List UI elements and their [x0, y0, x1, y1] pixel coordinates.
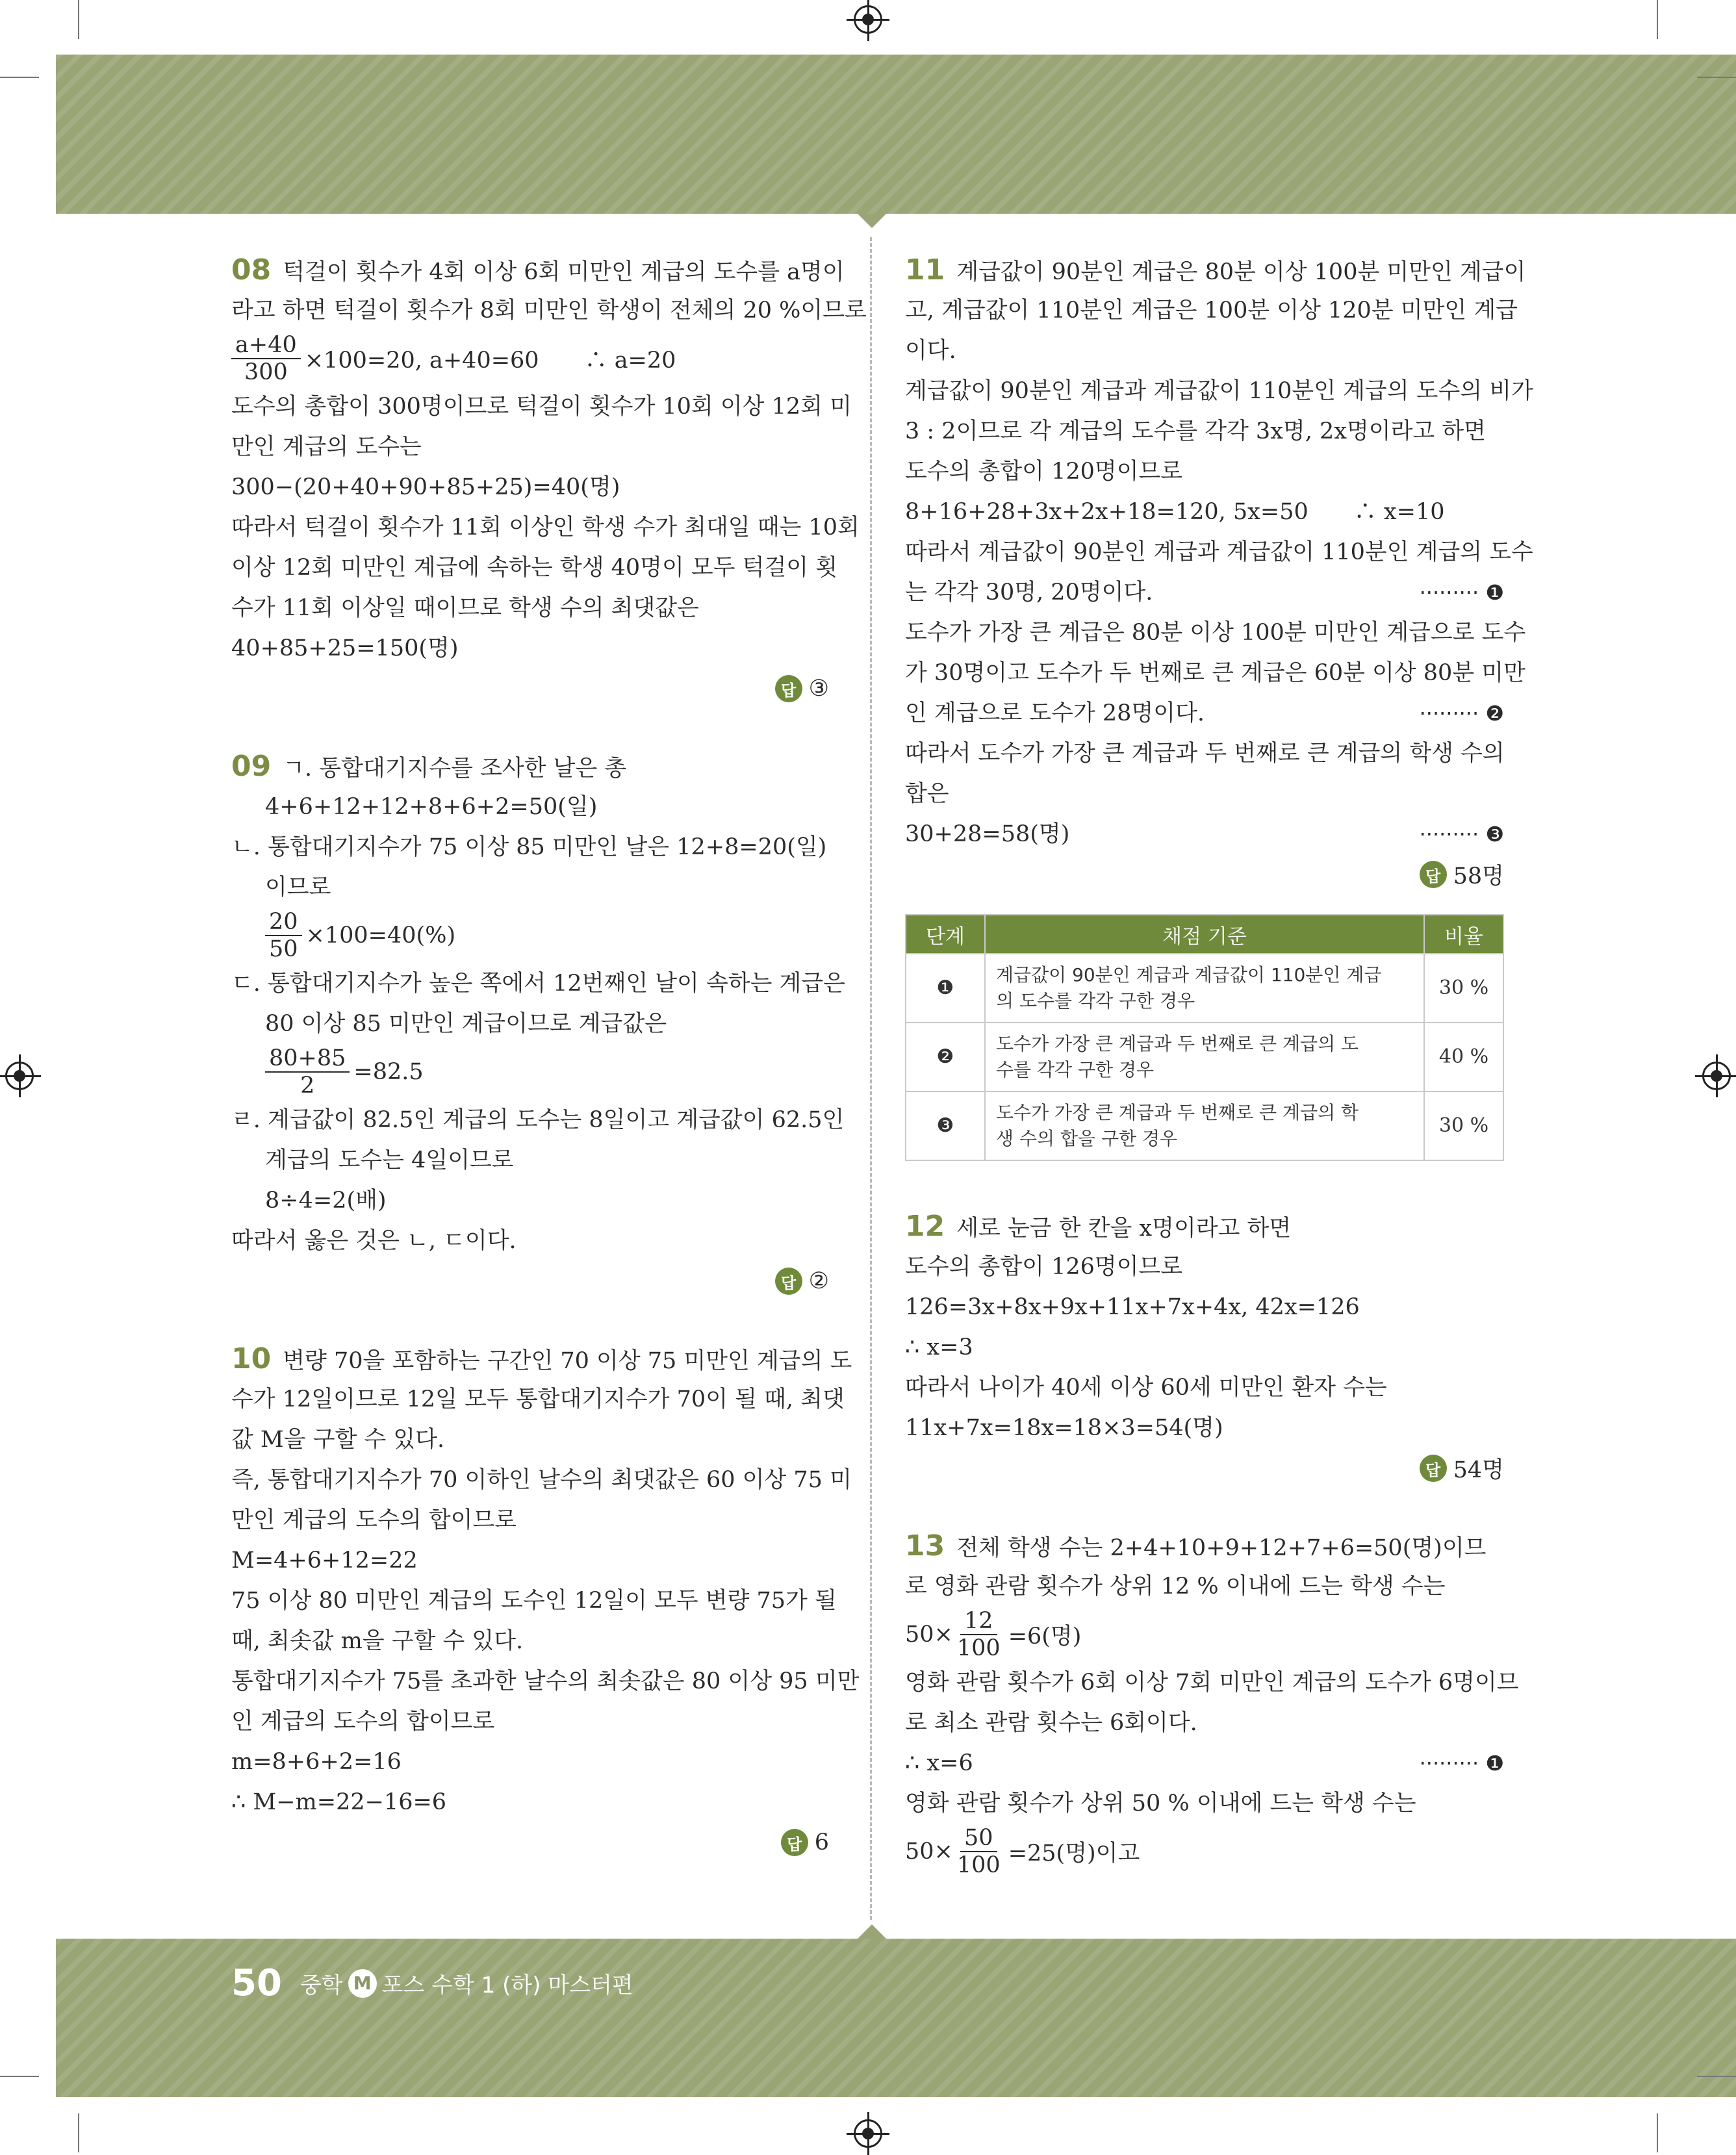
- answer: 답 58명: [905, 854, 1504, 895]
- problem-number: 11: [905, 253, 945, 287]
- header-step: 단계: [906, 915, 985, 954]
- answer: 답 6: [231, 1822, 829, 1863]
- registration-mark-icon: [1702, 1062, 1731, 1090]
- crop-mark: [1657, 2113, 1658, 2152]
- table-row: ❷ 도수가 가장 큰 계급과 두 번째로 큰 계급의 도 수를 각각 구한 경우 40 %: [906, 1023, 1503, 1091]
- problem-12: 12 세로 눈금 한 칸을 x명이라고 하면 도수의 총합이 126명이므로 126=3x+8x+9x+11x+7x+4x, 42x=126 ∴ x=3 따라서 나이가 40세 이상 60세 미만인 환자 수는 11x+7x=18x=18×3=54(명) 답 54명: [905, 1206, 1504, 1488]
- problem-number: 09: [231, 750, 272, 783]
- registration-mark-icon: [854, 2119, 882, 2148]
- table-row: ❸ 도수가 가장 큰 계급과 두 번째로 큰 계급의 학 생 수의 합을 구한 경우 30 %: [906, 1091, 1503, 1160]
- answer-badge: 답: [775, 1268, 802, 1295]
- crop-mark: [1697, 77, 1736, 78]
- problem-number: 13: [905, 1529, 945, 1562]
- right-column: [905, 250, 1533, 1880]
- answer: 답 ②: [231, 1261, 829, 1301]
- crop-mark: [1657, 0, 1658, 39]
- fraction-line: 50× $\frac{50}{100}$ =25(명)이고: [905, 1825, 1140, 1878]
- problem-13: 13 전체 학생 수는 2+4+10+9+12+7+6=50(명)이므 로 영화 관람 횟수가 상위 12 % 이내에 드는 학생 수는 50× $\frac{12}{100}$ =6(명) 영화 관람 횟수가 6회 이상 7회 미만인 계급의 도수가 6명이므 로 최소 관람 횟수는 6회이다. ∴ x=6 ········· ❶ 영화 관람 횟수가 상위 50 % 이내에 드는 학생 수는 50× $\frac{50}{100}$ =25(명)이고: [905, 1529, 1519, 1878]
- column-divider: [870, 237, 872, 1920]
- answer-badge: 답: [781, 1829, 808, 1856]
- problem-09: 09 ㄱ. 통합대기지수를 조사한 날은 총 4+6+12+12+8+6+2=50(일) ㄴ. 통합대기지수가 75 이상 85 미만인 날은 12+8=20(일) 이므로 $\frac{20}{50}$ ×100=40(%) ㄷ. 통합대기지수가 높은 쪽에서 12번째인 날이 속하는 계급은 80 이상 85 미만인 계급이므로 계급값은 $\frac{80+85}{2}$ =82.5 ㄹ. 계급값이 82.5인 계급의 도수는 8일이고 계급값이 62.5인 계급의 도수는 4일이므로 8÷4=2(배) 따라서 옳은 것은 ㄴ, ㄷ이다. 답 ②: [231, 746, 829, 1301]
- step-marker: ········· ❸: [1419, 822, 1504, 847]
- problem-number: 12: [905, 1210, 945, 1243]
- table-row: ❶ 계급값이 90분인 계급과 계급값이 110분인 계급 의 도수를 각각 구한 경우 30 %: [906, 954, 1503, 1023]
- problem-number: 08: [231, 253, 272, 287]
- crop-mark: [1697, 2076, 1736, 2077]
- step-marker: ········· ❶: [1419, 580, 1504, 605]
- book-title-prefix: 중학: [300, 1972, 343, 1998]
- step-marker: ········· ❷: [1419, 701, 1504, 726]
- book-title: 포스 수학 1 (하) 마스터편: [381, 1972, 633, 1998]
- fraction-line: 50× $\frac{12}{100}$ =6(명): [905, 1608, 1082, 1661]
- step-marker: ········· ❶: [1419, 1751, 1504, 1776]
- header-band: [56, 55, 1736, 214]
- crop-mark: [0, 2076, 39, 2077]
- answer-badge: 답: [775, 675, 802, 702]
- crop-mark: [78, 0, 79, 39]
- page-footer: [231, 1962, 633, 2004]
- fraction-line: $\frac{a+40}{300}$ ×100=20, a+40=60 ∴ a=20: [231, 331, 829, 387]
- grading-table-header: [906, 915, 1503, 954]
- fraction-line: $\frac{80+85}{2}$ =82.5: [231, 1044, 829, 1100]
- answer: 답 54명: [905, 1448, 1504, 1488]
- header-criteria: 채점 기준: [985, 915, 1424, 954]
- crop-mark: [0, 77, 39, 78]
- fraction-line: $\frac{20}{50}$ ×100=40(%): [231, 908, 829, 963]
- problem-number: 10: [231, 1342, 272, 1375]
- page-number: 50: [231, 1962, 282, 2004]
- answer: 답 ③: [231, 669, 829, 709]
- footer-notch: [858, 1924, 886, 1939]
- problem-11: 11 계급값이 90분인 계급은 80분 이상 100분 미만인 계급이 고, 계급값이 110분인 계급은 100분 이상 120분 미만인 계급 이다. 계급값이 90분인 계급과 계급값이 110분인 계급의 도수의 비가 3 : 2이므로 각 계급의 도수를 각각 3x명, 2x명이라고 하면 도수의 총합이 120명이므로 8+16+28+3x+2x+18=120, 5x=50 ∴ x=10 따라서 계급값이 90분인 계급과 계급값이 110분인 계급의 도수 는 각각 30명, 20명이다. ········· ❶ 도수가 가장 큰 계급은 80분 이상 100분 미만인 계급으로 도수 가 30명이고 도수가 두 번째로 큰 계급은 60분 이상 80분 미만 인 계급으로 도수가 28명이다. ········· ❷ 따라서 도수가 가장 큰 계급과 두 번째로 큰 계급의 학생 수의 합은 30+28=58(명) ········· ❸ 답 58명 단계 채점 기준 비율 ❶ 계급값이 90분인 계급과 계급값이 110분인 계급 의 도수를 각각 구한 경우 30 % ❷ 도수가 가장 큰 계급과 두 번째로 큰 계급의 도 수를 각각 구한 경우 40 % ❸ 도수가 가장 큰 계급과 두 번째로 큰 계급의 학 생 수의 합을 구한 경우 30 %: [905, 250, 1504, 1161]
- header-ratio: 비율: [1424, 915, 1503, 954]
- answer-badge: 답: [1420, 861, 1447, 888]
- brand-m-icon: M: [348, 1969, 377, 1998]
- problem-10: 10 변량 70을 포함하는 구간인 70 이상 75 미만인 계급의 도 수가 12일이므로 12일 모두 통합대기지수가 70이 될 때, 최댓 값 M을 구할 수 있다. 즉, 통합대기지수가 70 이하인 날수의 최댓값은 60 이상 75 미 만인 계급의 도수의 합이므로 M=4+6+12=22 75 이상 80 미만인 계급의 도수인 12일이 모두 변량 75가 될 때, 최솟값 m을 구할 수 있다. 통합대기지수가 75를 초과한 날수의 최솟값은 80 이상 95 미만 인 계급의 도수의 합이므로 m=8+6+2=16 ∴ M−m=22−16=6 답 6: [231, 1339, 829, 1863]
- problem-08: 08 턱걸이 횟수가 4회 이상 6회 미만인 계급의 도수를 a명이 라고 하면 턱걸이 횟수가 8회 미만인 학생이 전체의 20 %이므로 $\frac{a+40}{300}$ ×100=20, a+40=60 ∴ a=20 도수의 총합이 300명이므로 턱걸이 횟수가 10회 이상 12회 미 만인 계급의 도수는 300−(20+40+90+85+25)=40(명) 따라서 턱걸이 횟수가 11회 이상인 학생 수가 최대일 때는 10회 이상 12회 미만인 계급에 속하는 학생 40명이 모두 턱걸이 횟 수가 11회 이상일 때이므로 학생 수의 최댓값은 40+85+25=150(명) 답 ③: [231, 250, 829, 709]
- registration-mark-icon: [5, 1062, 34, 1090]
- crop-mark: [78, 2113, 79, 2152]
- header-notch: [858, 214, 886, 228]
- registration-mark-icon: [854, 5, 882, 34]
- grading-table: [905, 914, 1504, 1161]
- answer-badge: 답: [1420, 1455, 1447, 1482]
- left-column: [231, 250, 867, 1863]
